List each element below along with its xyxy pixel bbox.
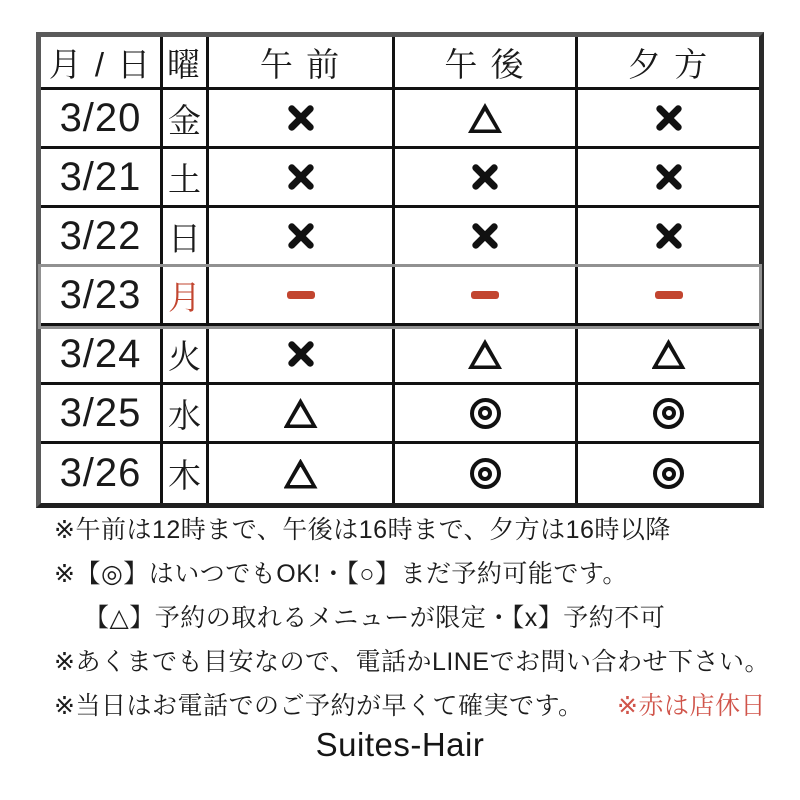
morning-mark-cell: [209, 385, 395, 441]
closed-dash-icon: [471, 291, 499, 299]
table-row: [41, 208, 759, 267]
evening-mark-cell: [578, 326, 759, 382]
double-circle-mark-icon: [653, 458, 684, 489]
table-row: [41, 385, 759, 444]
evening-mark-cell: [578, 90, 759, 146]
closed-dash-icon: [287, 291, 315, 299]
evening-mark-cell: [578, 149, 759, 205]
morning-mark-cell: [209, 149, 395, 205]
morning-mark-cell: [209, 208, 395, 264]
afternoon-mark-cell: [395, 326, 578, 382]
evening-mark-cell: [578, 267, 759, 323]
morning-mark-cell: [209, 444, 395, 503]
table-row: [41, 326, 759, 385]
x-mark-icon: [656, 105, 682, 131]
closed-dash-icon: [655, 291, 683, 299]
x-mark-icon: [288, 164, 314, 190]
triangle-mark-icon: [284, 459, 318, 489]
double-circle-mark-icon: [470, 398, 501, 429]
x-mark-icon: [472, 164, 498, 190]
table-body: [41, 90, 759, 503]
afternoon-mark-cell: [395, 90, 578, 146]
x-mark-icon: [656, 164, 682, 190]
table-row: [41, 149, 759, 208]
weekday-cell: 火: [163, 326, 209, 382]
weekday-cell: 土: [163, 149, 209, 205]
footnotes: [54, 516, 771, 736]
note-sameday-row: [54, 692, 766, 721]
x-mark-icon: [288, 223, 314, 249]
note-contact: ※あくまでも目安なので、電話かLINEでお問い合わせ下さい。: [54, 648, 771, 676]
x-mark-icon: [288, 105, 314, 131]
x-mark-icon: [472, 223, 498, 249]
afternoon-mark-cell: [395, 444, 578, 503]
header-date: 月 / 日: [41, 37, 163, 87]
triangle-mark-icon: [468, 103, 502, 133]
weekday-cell: 日: [163, 208, 209, 264]
date-cell: 3/23: [41, 267, 163, 323]
double-circle-mark-icon: [470, 458, 501, 489]
note-red-closed: ※赤は店休日: [617, 692, 766, 720]
double-circle-mark-icon: [653, 398, 684, 429]
date-cell: 3/22: [41, 208, 163, 264]
note-legend-ok: ※【◎】はいつでもOK!・【○】まだ予約可能です。: [54, 560, 628, 588]
weekday-cell: 金: [163, 90, 209, 146]
weekday-cell: 水: [163, 385, 209, 441]
brand-name: Suites-Hair: [315, 726, 485, 763]
afternoon-mark-cell: [395, 149, 578, 205]
date-cell: 3/25: [41, 385, 163, 441]
triangle-mark-icon: [284, 398, 318, 428]
table-row: [41, 267, 759, 326]
x-mark-icon: [656, 223, 682, 249]
date-cell: 3/26: [41, 444, 163, 503]
date-cell: 3/21: [41, 149, 163, 205]
note-hours: ※午前は12時まで、午後は16時まで、夕方は16時以降: [54, 516, 671, 544]
morning-mark-cell: [209, 267, 395, 323]
morning-mark-cell: [209, 90, 395, 146]
header-weekday: 曜: [163, 37, 209, 87]
note-legend-limited: 【△】予約の取れるメニューが限定・【x】予約不可: [84, 604, 666, 632]
evening-mark-cell: [578, 385, 759, 441]
note-sameday: ※当日はお電話でのご予約が早くて確実です。: [54, 692, 584, 720]
evening-mark-cell: [578, 208, 759, 264]
evening-mark-cell: [578, 444, 759, 503]
weekday-cell: 木: [163, 444, 209, 503]
table-row: [41, 90, 759, 149]
x-mark-icon: [288, 341, 314, 367]
header-afternoon: 午 後: [395, 37, 578, 87]
triangle-mark-icon: [468, 339, 502, 369]
afternoon-mark-cell: [395, 267, 578, 323]
header-morning: 午 前: [209, 37, 395, 87]
afternoon-mark-cell: [395, 208, 578, 264]
table-header-row: [41, 37, 759, 90]
date-cell: 3/24: [41, 326, 163, 382]
morning-mark-cell: [209, 326, 395, 382]
header-evening: 夕 方: [578, 37, 759, 87]
afternoon-mark-cell: [395, 385, 578, 441]
table-row: [41, 444, 759, 503]
date-cell: 3/20: [41, 90, 163, 146]
schedule-table: [36, 32, 764, 508]
triangle-mark-icon: [652, 339, 686, 369]
weekday-cell: 月: [163, 267, 209, 323]
